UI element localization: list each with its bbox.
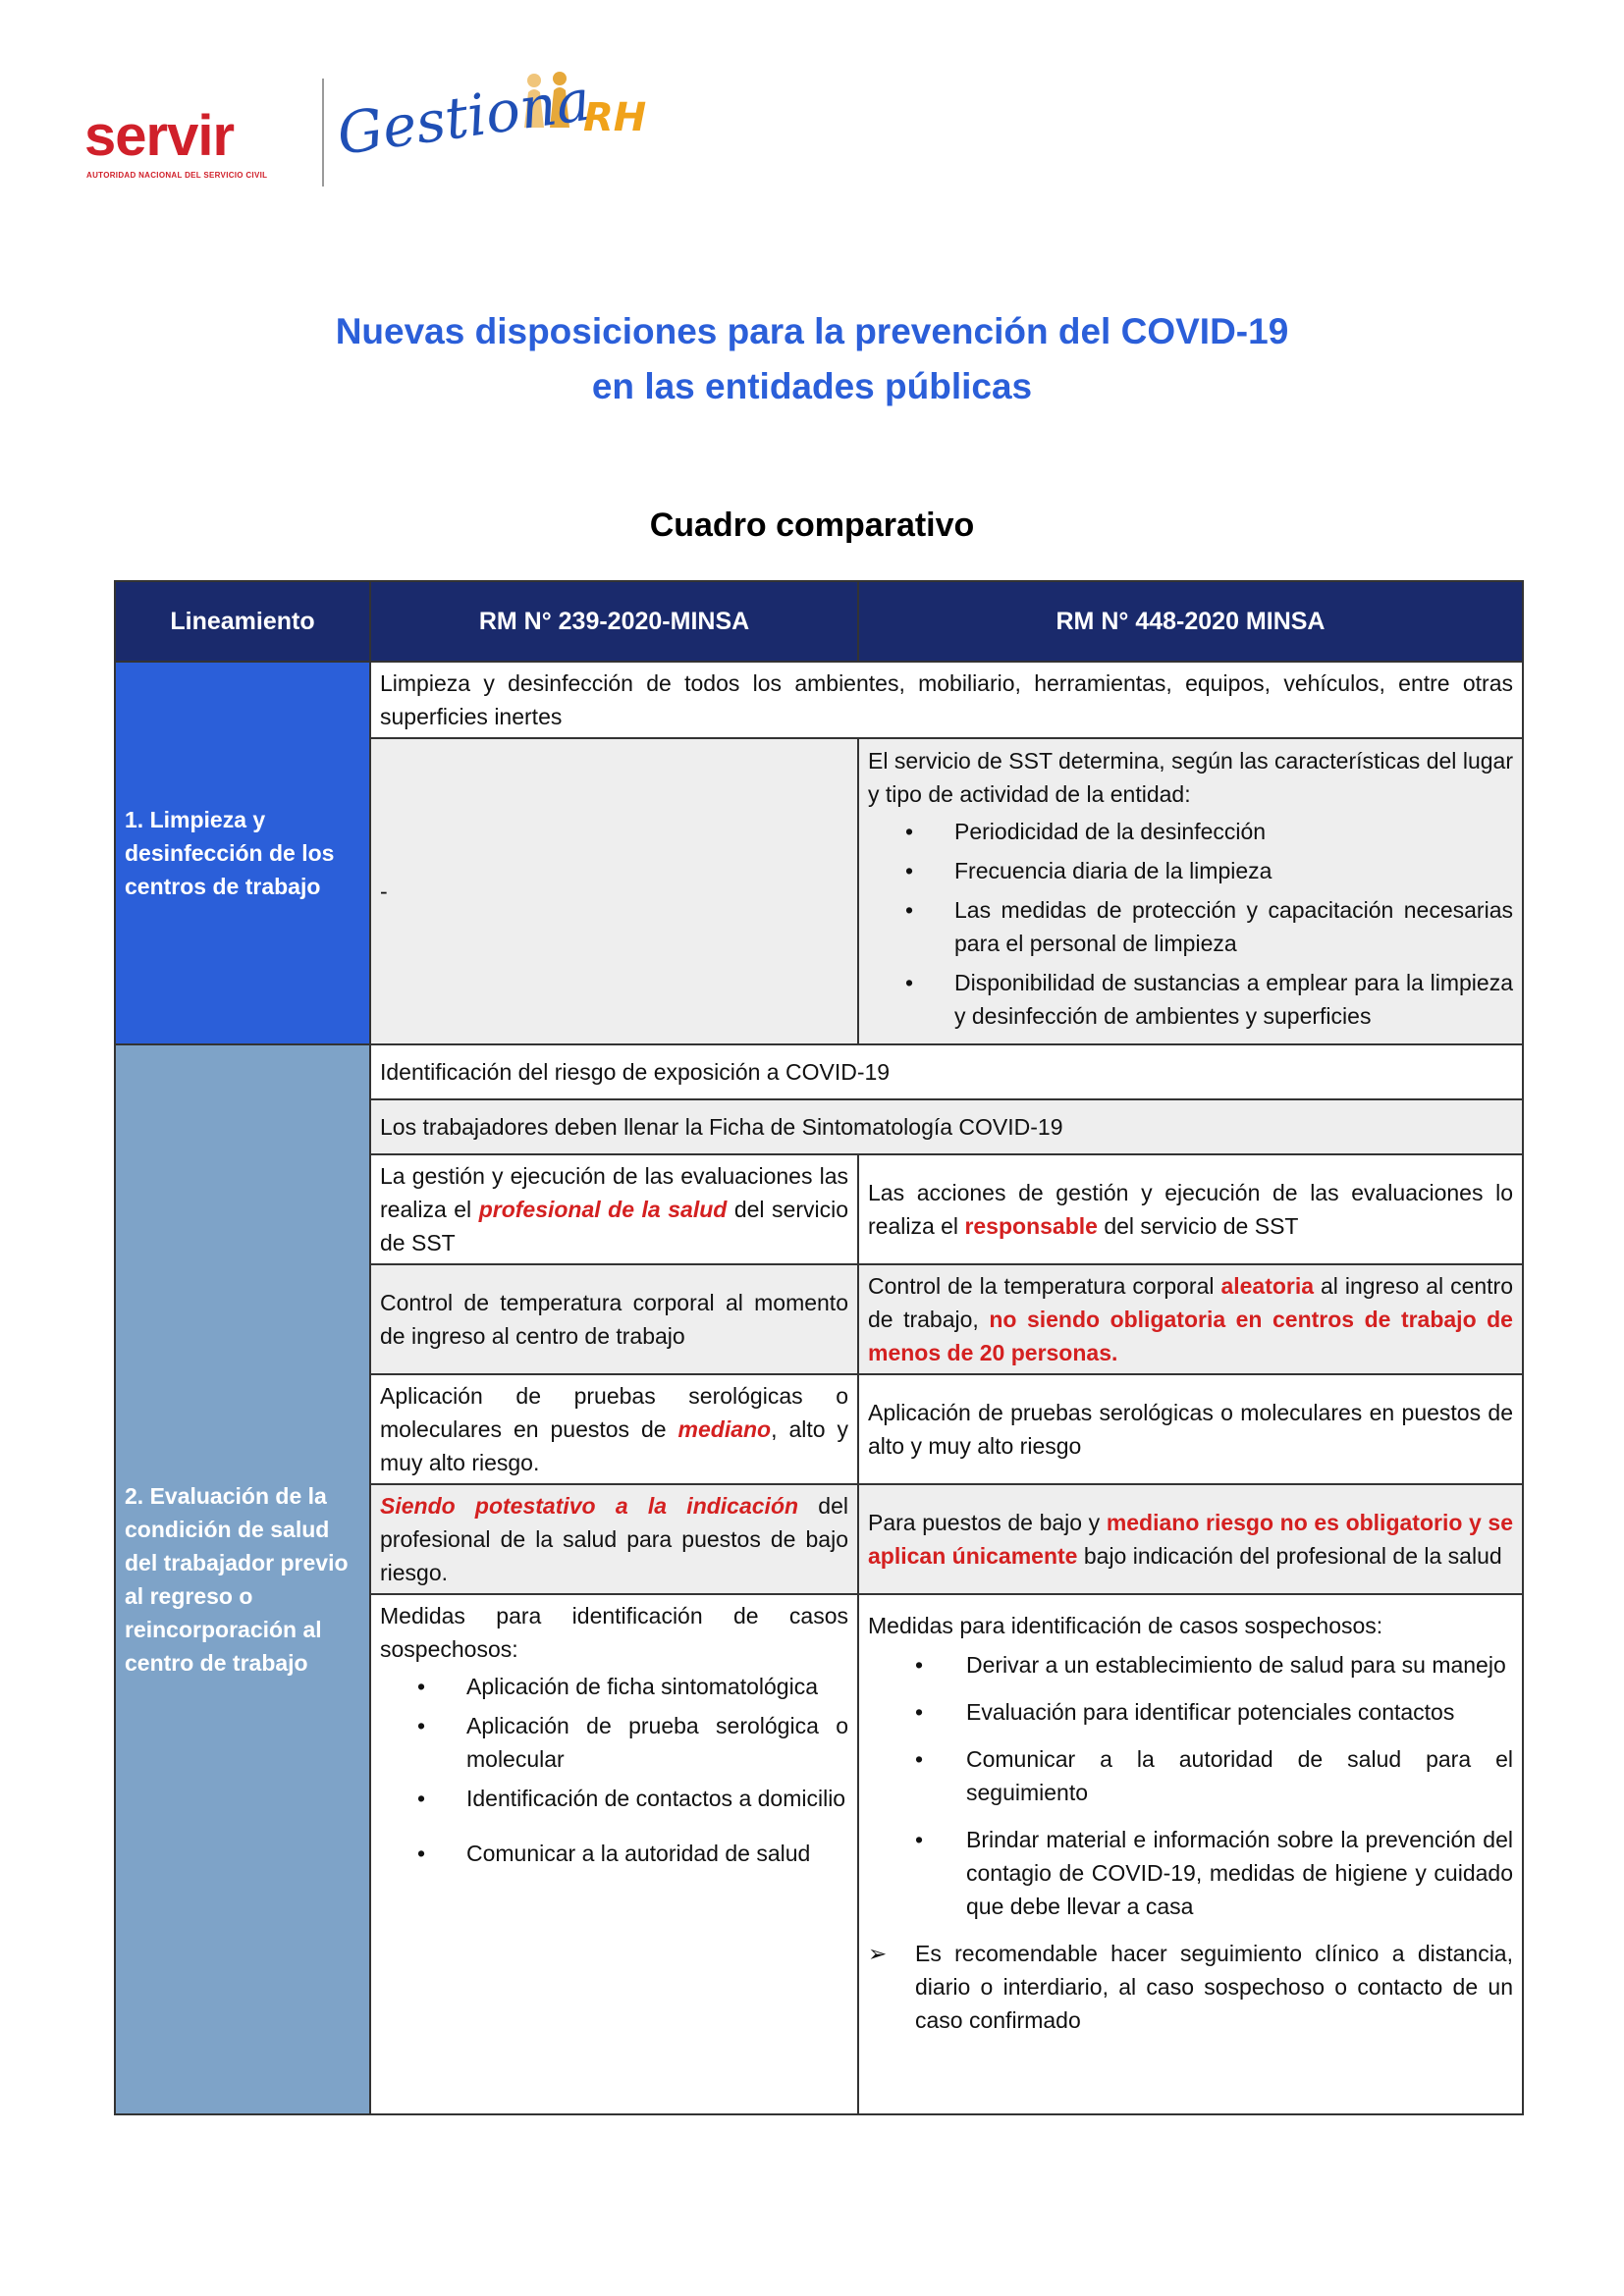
arrow-bullet-icon: ➢ xyxy=(868,1941,888,1966)
bullet-icon: • xyxy=(905,858,914,883)
row-6-right: Para puestos de bajo y mediano riesgo no es obligatorio y se aplican únicamente bajo indicación del profesional de la salud xyxy=(858,1484,1523,1594)
header-lineamiento: Lineamiento xyxy=(115,581,370,662)
section-1-label: 1. Limpieza y desinfección de los centros de trabajo xyxy=(115,662,370,1044)
gestiona-logo: Gestiona xyxy=(333,66,595,168)
row-4-right: Control de la temperatura corporal aleatoria al ingreso al centro de trabajo, no siendo obligatoria en centros de trabajo de menos de 20 personas. xyxy=(858,1264,1523,1374)
bullet-icon: • xyxy=(905,897,914,923)
bullet-icon: • xyxy=(915,1746,924,1772)
list-item: • Derivar a un establecimiento de salud para su manejo xyxy=(966,1648,1513,1682)
comparison-table xyxy=(114,580,1524,2115)
header-rm-448: RM N° 448-2020 MINSA xyxy=(858,581,1523,662)
document-title xyxy=(0,304,1624,414)
row-7-left-intro: Medidas para identificación de casos sospechosos: xyxy=(380,1603,848,1662)
row-5-left: Aplicación de pruebas serológicas o moleculares en puestos de mediano, alto y muy alto riesgo. xyxy=(370,1374,858,1484)
list-item: • Comunicar a la autoridad de salud para el seguimiento xyxy=(966,1742,1513,1809)
row-7-right-intro: Medidas para identificación de casos sospechosos: xyxy=(868,1613,1383,1638)
empty-dash: - xyxy=(380,879,388,904)
bullet-icon: • xyxy=(915,1827,924,1852)
section-2-label: 2. Evaluación de la condición de salud del trabajador previo al regreso o reincorporación al centro de trabajo xyxy=(115,1044,370,2114)
section-1-common: Limpieza y desinfección de todos los ambientes, mobiliario, herramientas, equipos, vehículos, entre otras superficies inertes xyxy=(370,662,1523,738)
section-1-left xyxy=(370,738,858,1044)
row-7-left xyxy=(370,1594,858,2114)
section-1-right xyxy=(858,738,1523,1044)
section-1-right-intro: El servicio de SST determina, según las características del lugar y tipo de actividad de la entidad: xyxy=(868,748,1513,807)
list-item: • Evaluación para identificar potenciales contactos xyxy=(966,1695,1513,1729)
section-2-common-2: Los trabajadores deben llenar la Ficha de Sintomatología COVID-19 xyxy=(370,1099,1523,1154)
list-item: • Disponibilidad de sustancias a emplear para la limpieza y desinfección de ambientes y superficies xyxy=(954,966,1513,1033)
header-rm-239: RM N° 239-2020-MINSA xyxy=(370,581,858,662)
bullet-icon: • xyxy=(905,819,914,844)
row-5-right: Aplicación de pruebas serológicas o moleculares en puestos de alto y muy alto riesgo xyxy=(858,1374,1523,1484)
list-item: • Comunicar a la autoridad de salud xyxy=(466,1837,848,1870)
title-line-2: en las entidades públicas xyxy=(591,366,1033,406)
list-item: • Periodicidad de la desinfección xyxy=(954,815,1513,848)
header-logos xyxy=(84,66,647,187)
list-item: • Aplicación de ficha sintomatológica xyxy=(466,1670,848,1703)
bullet-icon: • xyxy=(915,1652,924,1678)
section-2-common-1: Identificación del riesgo de exposición a COVID-19 xyxy=(370,1044,1523,1099)
servir-logo: servir xyxy=(84,104,235,168)
bullet-icon: • xyxy=(915,1699,924,1725)
row-7-right xyxy=(858,1594,1523,2114)
servir-logo-subtitle: AUTORIDAD NACIONAL DEL SERVICIO CIVIL xyxy=(86,171,268,180)
row-7-right-bullets xyxy=(868,1648,1513,1923)
list-item: • Aplicación de prueba serológica o molecular xyxy=(466,1709,848,1776)
table-subtitle: Cuadro comparativo xyxy=(649,507,975,544)
bullet-icon: • xyxy=(417,1713,426,1738)
bullet-icon: • xyxy=(417,1674,426,1699)
title-line-1: Nuevas disposiciones para la prevención del COVID-19 xyxy=(335,311,1289,351)
row-7-left-bullets xyxy=(380,1670,848,1870)
table-header-row xyxy=(115,581,1523,662)
table-row xyxy=(115,1044,1523,1099)
row-3-right: Las acciones de gestión y ejecución de las evaluaciones lo realiza el responsable del servicio de SST xyxy=(858,1154,1523,1264)
section-1-bullet-list xyxy=(868,815,1513,1033)
table-row xyxy=(115,662,1523,738)
row-7-right-arrow-item: ➢ Es recomendable hacer seguimiento clínico a distancia, diario o interdiario, al caso sospechoso o contacto de un caso confirmado xyxy=(868,1937,1513,2037)
bullet-icon: • xyxy=(417,1786,426,1811)
list-item: • Identificación de contactos a domicilio xyxy=(466,1782,848,1815)
row-4-left: Control de temperatura corporal al momento de ingreso al centro de trabajo xyxy=(370,1264,858,1374)
list-item: • Frecuencia diaria de la limpieza xyxy=(954,854,1513,887)
bullet-icon: • xyxy=(905,970,914,995)
bullet-icon: • xyxy=(417,1841,426,1866)
row-6-left: Siendo potestativo a la indicación del profesional de la salud para puestos de bajo riesgo. xyxy=(370,1484,858,1594)
list-item: • Brindar material e información sobre la prevención del contagio de COVID-19, medidas de higiene y cuidado que debe llevar a casa xyxy=(966,1823,1513,1923)
gestiona-rh-logo: RH xyxy=(583,95,647,140)
row-3-left: La gestión y ejecución de las evaluaciones las realiza el profesional de la salud del servicio de SST xyxy=(370,1154,858,1264)
logo-divider xyxy=(322,79,324,187)
list-item: • Las medidas de protección y capacitación necesarias para el personal de limpieza xyxy=(954,893,1513,960)
